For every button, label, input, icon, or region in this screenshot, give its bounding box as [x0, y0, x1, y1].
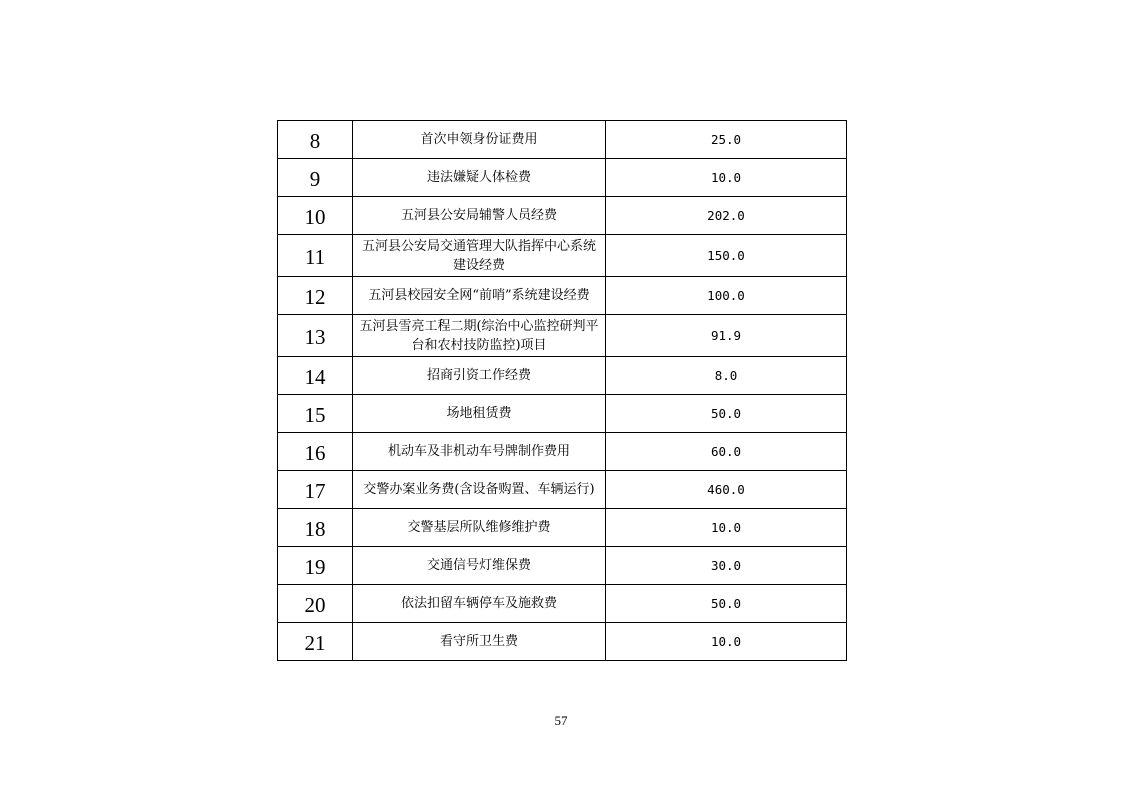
item-amount: 202.0 — [606, 197, 847, 235]
table-row — [278, 315, 847, 357]
row-number: 14 — [278, 357, 353, 395]
item-name: 招商引资工作经费 — [353, 357, 606, 395]
item-name: 依法扣留车辆停车及施救费 — [353, 585, 606, 623]
row-number: 15 — [278, 395, 353, 433]
item-name: 交警基层所队维修维护费 — [353, 509, 606, 547]
item-name: 五河县校园安全网“前哨”系统建设经费 — [353, 277, 606, 315]
row-number: 20 — [278, 585, 353, 623]
row-number: 13 — [278, 315, 353, 357]
page-number: 57 — [554, 713, 568, 728]
item-name: 机动车及非机动车号牌制作费用 — [353, 433, 606, 471]
item-amount: 10.0 — [606, 623, 847, 661]
item-amount: 25.0 — [606, 121, 847, 159]
row-number: 12 — [278, 277, 353, 315]
item-name: 场地租赁费 — [353, 395, 606, 433]
item-name: 首次申领身份证费用 — [353, 121, 606, 159]
item-amount: 10.0 — [606, 159, 847, 197]
item-amount: 50.0 — [606, 585, 847, 623]
row-number: 21 — [278, 623, 353, 661]
table-row — [278, 235, 847, 277]
item-amount: 91.9 — [606, 315, 847, 357]
table-row — [278, 357, 847, 395]
item-amount: 100.0 — [606, 277, 847, 315]
item-name: 五河县雪亮工程二期(综治中心监控研判平台和农村技防监控)项目 — [353, 315, 606, 357]
table-row — [278, 585, 847, 623]
item-name: 五河县公安局交通管理大队指挥中心系统建设经费 — [353, 235, 606, 277]
item-name: 交通信号灯维保费 — [353, 547, 606, 585]
item-name: 交警办案业务费(含设备购置、车辆运行) — [353, 471, 606, 509]
row-number: 17 — [278, 471, 353, 509]
row-number: 10 — [278, 197, 353, 235]
table-row — [278, 121, 847, 159]
item-amount: 150.0 — [606, 235, 847, 277]
item-name: 看守所卫生费 — [353, 623, 606, 661]
row-number: 11 — [278, 235, 353, 277]
table-row — [278, 623, 847, 661]
table-row — [278, 547, 847, 585]
item-name: 五河县公安局辅警人员经费 — [353, 197, 606, 235]
row-number: 8 — [278, 121, 353, 159]
row-number: 16 — [278, 433, 353, 471]
table-row — [278, 433, 847, 471]
row-number: 9 — [278, 159, 353, 197]
row-number: 19 — [278, 547, 353, 585]
table-row — [278, 159, 847, 197]
item-amount: 460.0 — [606, 471, 847, 509]
item-amount: 30.0 — [606, 547, 847, 585]
table-row — [278, 395, 847, 433]
table-row — [278, 509, 847, 547]
table-row — [278, 197, 847, 235]
item-amount: 60.0 — [606, 433, 847, 471]
item-amount: 50.0 — [606, 395, 847, 433]
item-name: 违法嫌疑人体检费 — [353, 159, 606, 197]
row-number: 18 — [278, 509, 353, 547]
item-amount: 10.0 — [606, 509, 847, 547]
budget-table — [277, 120, 847, 661]
table-row — [278, 277, 847, 315]
table-row — [278, 471, 847, 509]
item-amount: 8.0 — [606, 357, 847, 395]
